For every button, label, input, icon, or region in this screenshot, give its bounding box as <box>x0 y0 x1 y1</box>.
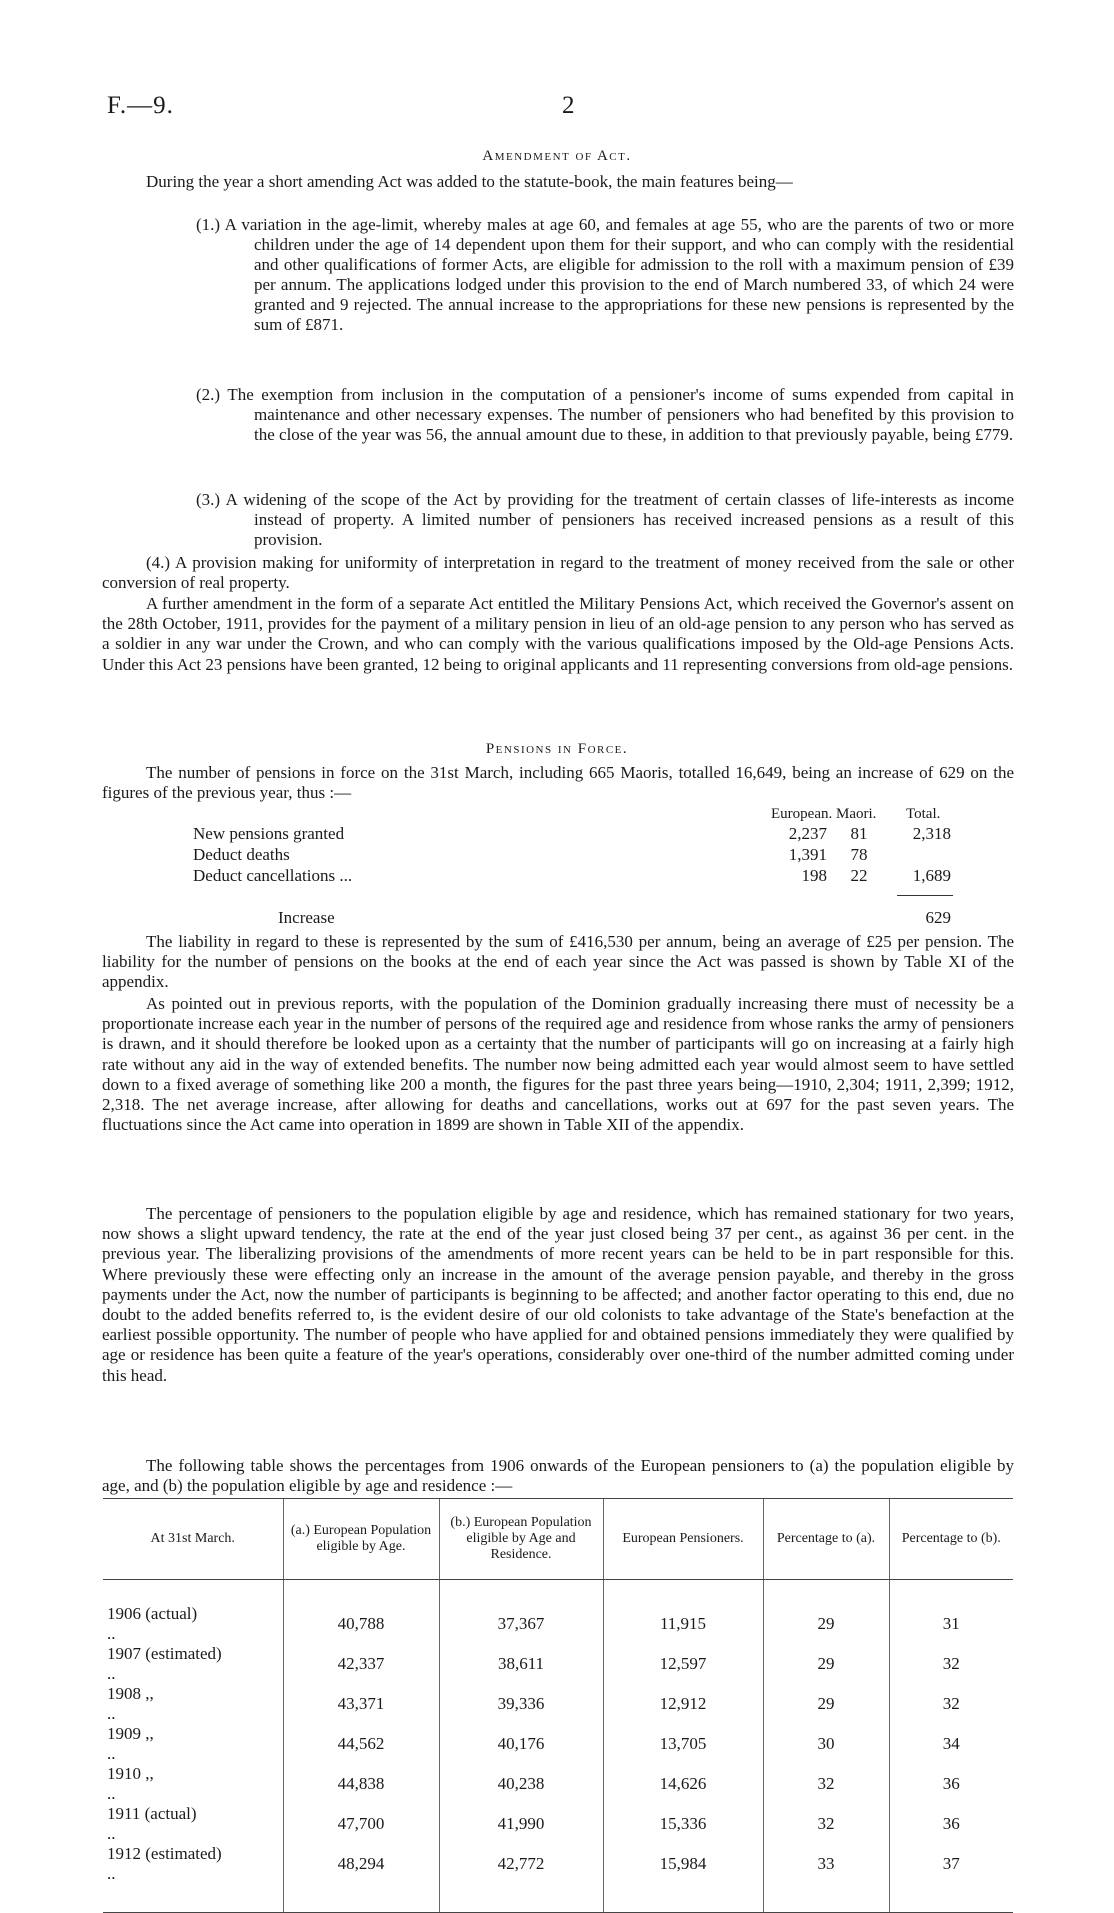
header-cell: (b.) European Population eligible by Age and Residence. <box>439 1499 603 1580</box>
percentage-table <box>103 1498 1013 1913</box>
section-title-amendment: Amendment of Act. <box>482 148 632 164</box>
table-row: 1911 (actual).. 47,700 41,990 15,336 32 36 <box>103 1804 1013 1844</box>
amendment-item-3: (3.) A widening of the scope of the Act by providing for the treatment of certain classes of life-interests as income instead of property. A limited number of pensioners has received increased pensions as a result of this provision. <box>196 490 1015 549</box>
table-spacer <box>103 1580 1013 1605</box>
table-intro-paragraph: The following table shows the percentages from 1906 onwards of the European pensioners to (a) the population eligible by age, and (b) the population eligible by age and residence :— <box>102 1456 1014 1496</box>
section-title-pensions-in-force: Pensions in Force. <box>485 741 629 757</box>
pensions-figures <box>193 806 953 946</box>
header-cell: At 31st March. <box>103 1499 283 1580</box>
table-spacer <box>103 1884 1013 1913</box>
col-european: European. <box>771 806 833 822</box>
header-cell: European Pensioners. <box>603 1499 763 1580</box>
table-row: 1906 (actual).. 40,788 37,367 11,915 29 31 <box>103 1604 1013 1644</box>
total-rule <box>897 895 953 896</box>
page-number: 2 <box>562 92 575 119</box>
amendment-item-4: (4.) A provision making for uniformity of interpretation in regard to the treatment of money received from the sale or other conversion of real property. <box>102 553 1014 593</box>
table-row: 1907 (estimated).. 42,337 38,611 12,597 29 32 <box>103 1644 1013 1684</box>
population-paragraph: As pointed out in previous reports, with the population of the Dominion gradually increasing there must of necessity be a proportionate increase each year in the number of persons of the required age and residence from whose ranks the army of pensioners is drawn, and it should therefore be looked upon as a certainty that the number of participants will go on increasing at a fairly high rate without any aid in the way of extended benefits. The number now being admitted each year would almost seem to have settled down to a fixed average of something like 200 a month, the figures for the past three years being—1910, 2,304; 1911, 2,399; 1912, 2,318. The net average increase, after allowing for deaths and cancellations, works out at 697 for the past seven years. The fluctuations since the Act came into operation in 1899 are shown in Table XII of the appendix. <box>102 994 1014 1135</box>
table-header-row <box>103 1499 1013 1580</box>
table-row: 1912 (estimated).. 48,294 42,772 15,984 33 37 <box>103 1844 1013 1884</box>
header-cell: Percentage to (b). <box>889 1499 1013 1580</box>
header-cell: (a.) European Population eligible by Age. <box>283 1499 439 1580</box>
percentage-paragraph: The percentage of pensioners to the population eligible by age and residence, which has remained stationary for two years, now shows a slight upward tendency, the rate at the end of the year just closed being 37 per cent., as against 36 per cent. in the previous year. The liberalizing provisions of the amendments of more recent years can be held to be in part responsible for this. Where previously these were effecting only an increase in the amount of the average pension payable, and thereby in the gross payments under the Act, now the number of participants is beginning to be affected; and another factor operating to this end, due no doubt to the added benefits referred to, is the evident desire of our old colonists to take advantage of the State's benefaction at the earliest possible opportunity. The number of people who have applied for and obtained pensions immediately they were qualified by age or residence has been quite a feature of the year's operations, considerably over one-third of the number admitted coming under this head. <box>102 1204 1014 1385</box>
col-total: Total. <box>906 806 941 822</box>
report-reference: F.—9. <box>107 92 174 119</box>
amendment-item-2: (2.) The exemption from inclusion in the computation of a pensioner's income of sums expended from capital in maintenance and other necessary expenses. The number of pensioners who had benefited by this provision to the close of the year was 56, the annual amount due to these, in addition to that previously payable, being £779. <box>196 385 1014 444</box>
figures-row: Deduct deaths 1,391 78 <box>193 845 868 864</box>
col-maori: Maori. <box>836 806 877 822</box>
header-cell: Percentage to (a). <box>763 1499 889 1580</box>
military-pensions-paragraph: A further amendment in the form of a separate Act entitled the Military Pensions Act, which received the Governor's assent on the 28th October, 1911, provides for the payment of a military pension in lieu of an old-age pension to any person who has served as a soldier in any war under the Crown, and who can comply with the various qualifications imposed by the Old-age Pensions Acts. Under this Act 23 pensions have been granted, 12 being to original applicants and 11 representing conversions from old-age pensions. <box>102 594 1014 674</box>
table-row: 1909 ,,.. 44,562 40,176 13,705 30 34 <box>103 1724 1013 1764</box>
liability-paragraph: The liability in regard to these is represented by the sum of £416,530 per annum, being an average of £25 per pension. The liability for the number of pensions on the books at the end of each year since the Act was passed is shown by Table XI of the appendix. <box>102 932 1014 992</box>
table-row: 1908 ,,.. 43,371 39,336 12,912 29 32 <box>103 1684 1013 1724</box>
figures-row: New pensions granted 2,237 81 2,318 <box>193 824 951 843</box>
table-row: 1910 ,,.. 44,838 40,238 14,626 32 36 <box>103 1764 1013 1804</box>
figures-increase-row: Increase 629 <box>278 908 951 927</box>
amendment-intro: During the year a short amending Act was added to the statute-book, the main features being— <box>146 172 793 191</box>
amendment-item-1: (1.) A variation in the age-limit, whereby males at age 60, and females at age 55, who are the parents of two or more children under the age of 14 dependent upon them for their support, and who can comply with the residential and other qualifications of former Acts, are eligible for admission to the roll with a maximum pension of £39 per annum. The applications lodged under this provision to the end of March numbered 33, of which 24 were granted and 9 rejected. The annual increase to the appropriations for these new pensions is represented by the sum of £871. <box>196 215 1014 334</box>
pensions-intro: The number of pensions in force on the 31st March, including 665 Maoris, totalled 16,649, being an increase of 629 on the figures of the previous year, thus :— <box>102 763 1014 803</box>
figures-row: Deduct cancellations ... 198 22 1,689 <box>193 866 951 885</box>
